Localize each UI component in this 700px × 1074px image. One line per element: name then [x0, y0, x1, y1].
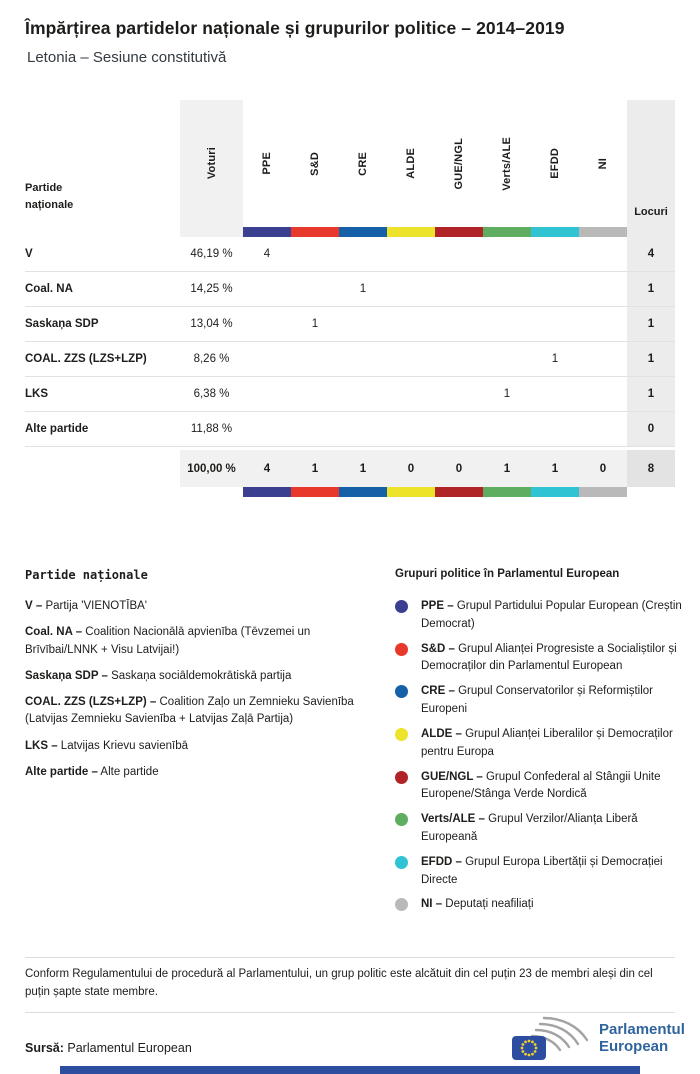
group-color-bars-bottom [25, 487, 675, 497]
party-desc: Partija 'VIENOTĪBA' [45, 600, 147, 612]
total-seat-cell: 1 [339, 450, 387, 487]
group-desc: Grupul Europa Libertății și Democrației Directe [421, 855, 663, 886]
col-header-seats [627, 100, 675, 227]
group-abbr: GUE/NGL – [421, 770, 483, 783]
seat-cell [339, 342, 387, 376]
page-title: Împărțirea partidelor naționale și grupurilor politice – 2014–2019 [25, 18, 565, 38]
group-header-label: S&D [309, 151, 321, 176]
party-abbr: Alte partide – [25, 765, 98, 778]
col-header-parties [25, 100, 180, 227]
seat-cell [387, 307, 435, 341]
total-seats-cell: 1 [627, 377, 675, 411]
seat-cell [339, 377, 387, 411]
group-desc: Grupul Conservatorilor și Reformiștilor Europeni [421, 685, 653, 716]
total-seat-cell: 1 [531, 450, 579, 487]
group-color-dot [395, 600, 408, 613]
seats-header-label: Locuri [634, 206, 668, 218]
group-desc: Grupul Alianței Progresiste a Socialiștilor și Democraților din Parlamentul European [421, 642, 677, 673]
col-header-votes [180, 100, 243, 227]
group-color-dot [395, 685, 408, 698]
table-row [25, 342, 675, 377]
ep-logo-text-line1: Parlamentul [599, 1020, 685, 1038]
col-header-ni [579, 100, 627, 227]
color-bar-sd [291, 227, 339, 237]
seat-cell [291, 342, 339, 376]
seat-cell [531, 237, 579, 271]
color-bar-guengl [435, 227, 483, 237]
color-bar-cre [339, 227, 387, 237]
total-seat-cell: 1 [483, 450, 531, 487]
group-desc: Deputați neafiliați [445, 898, 534, 911]
legend-group-item [395, 769, 682, 805]
total-seat-cell: 1 [291, 450, 339, 487]
legend-national-parties [25, 568, 360, 790]
group-header-label: NI [597, 157, 609, 170]
source-label: Sursă: [25, 1041, 64, 1055]
seat-cell [579, 307, 627, 341]
seat-cell [579, 342, 627, 376]
col-header-efdd [531, 100, 579, 227]
table-row [25, 272, 675, 307]
color-bar-ni [579, 227, 627, 237]
group-abbr: S&D – [421, 642, 455, 655]
group-text [421, 811, 682, 847]
color-bar-ppe [243, 487, 291, 497]
table-header [25, 100, 675, 227]
party-abbr: Coal. NA – [25, 626, 83, 639]
seat-cell [531, 307, 579, 341]
seat-cell [387, 237, 435, 271]
group-desc: Grupul Alianței Liberalilor și Democraților pentru Europa [421, 727, 673, 758]
legend-party-item [25, 624, 360, 659]
seat-cell [579, 237, 627, 271]
group-color-dot [395, 728, 408, 741]
seat-cell: 1 [311, 318, 319, 330]
legend-group-item [395, 683, 682, 719]
seats-col-fill [627, 227, 675, 237]
legend-party-item [25, 694, 360, 729]
footer-note: Conform Regulamentului de procedură al Parlamentului, un grup politic este alcătuit din cel puțin 23 de membri aleși din cel puțin șapte state membre. [25, 968, 653, 998]
group-text [421, 854, 682, 890]
seat-cell [435, 237, 483, 271]
votes-cell: 13,04 % [190, 318, 233, 330]
color-bar-sd [291, 487, 339, 497]
legend-group-item [395, 641, 682, 677]
seat-cell [243, 377, 291, 411]
legend-group-item [395, 598, 682, 634]
votes-cell: 11,88 % [190, 423, 233, 435]
group-text [421, 598, 682, 634]
party-name-cell: LKS [25, 388, 48, 400]
total-seat-cell: 0 [387, 450, 435, 487]
seat-cell [339, 307, 387, 341]
party-desc: Coalition Zaļo un Zemnieku Savienība (Latvijas Zemnieku Savienība + Latvijas Zaļā Partija) [25, 696, 354, 726]
seat-cell [579, 272, 627, 306]
seat-cell [483, 342, 531, 376]
group-color-dot [395, 856, 408, 869]
seat-cell [435, 342, 483, 376]
total-seat-cell: 0 [579, 450, 627, 487]
seat-cell [579, 377, 627, 411]
spacer [25, 227, 180, 237]
total-votes-cell: 100,00 % [180, 450, 243, 487]
ep-logo-text-line2: European [599, 1038, 669, 1055]
grand-total-seats-cell: 8 [627, 450, 675, 487]
color-bar-efdd [531, 487, 579, 497]
group-abbr: PPE – [421, 600, 454, 612]
seats-table [25, 100, 675, 497]
group-abbr: CRE – [421, 685, 455, 698]
legend-group-item [395, 811, 682, 847]
party-name-cell: V [25, 248, 33, 260]
party-abbr: Saskaņa SDP – [25, 669, 108, 682]
col-header-parties-line2: naționale [25, 199, 74, 212]
party-desc: Saskaņa sociāldemokrātiskā partija [111, 669, 292, 682]
votes-cell: 8,26 % [193, 353, 230, 365]
color-bar-cre [339, 487, 387, 497]
col-header-alde [387, 100, 435, 227]
col-header-guengl [435, 100, 483, 227]
group-text [421, 683, 682, 719]
group-color-bars-top [25, 227, 675, 237]
total-seats-cell: 1 [627, 272, 675, 306]
color-bar-ppe [243, 227, 291, 237]
spacer [627, 487, 675, 497]
group-color-dot [395, 898, 408, 911]
party-name-cell: COAL. ZZS (LZS+LZP) [25, 353, 147, 365]
seat-cell [531, 272, 579, 306]
col-header-vertsale [483, 100, 531, 227]
total-seats-cell: 1 [627, 307, 675, 341]
party-desc: Coalition Nacionālā apvienība (Tēvzemei un Brīvībai/LNNK + Visu Latvijai!) [25, 626, 311, 656]
color-bar-efdd [531, 227, 579, 237]
group-abbr: NI – [421, 898, 443, 911]
seat-cell [483, 237, 531, 271]
color-bar-guengl [435, 487, 483, 497]
group-header-label: ALDE [405, 148, 417, 179]
table-row [25, 412, 675, 447]
votes-col-fill [180, 227, 243, 237]
group-desc: Grupul Confederal al Stângii Unite Europene/Stânga Verde Nordică [421, 770, 661, 801]
legend-groups-title: Grupuri politice în Parlamentul European [395, 568, 620, 580]
group-abbr: ALDE – [421, 727, 462, 740]
seat-cell [483, 412, 531, 446]
color-bar-alde [387, 487, 435, 497]
seat-cell [435, 377, 483, 411]
table-row [25, 307, 675, 342]
divider-top [25, 957, 675, 958]
legend-group-item [395, 896, 682, 914]
legend-party-item [25, 738, 360, 755]
group-desc: Grupul Verzilor/Alianța Liberă Europeană [421, 813, 638, 843]
seat-cell [387, 412, 435, 446]
votes-cell: 46,19 % [190, 248, 233, 260]
legend-party-item [25, 598, 360, 615]
seat-cell [483, 307, 531, 341]
legend-party-item [25, 668, 360, 685]
group-abbr: Verts/ALE – [421, 813, 485, 826]
page-subtitle: Letonia – Sesiune constitutivă [27, 49, 227, 66]
legend-party-item [25, 764, 360, 781]
party-name-cell: Coal. NA [25, 283, 73, 295]
group-header-label: CRE [357, 151, 369, 176]
total-label-cell [25, 450, 180, 487]
col-header-parties-line1: Partide [25, 181, 63, 194]
total-seats-cell: 1 [627, 342, 675, 376]
seat-cell [435, 412, 483, 446]
seat-cell [339, 412, 387, 446]
seat-cell: 1 [551, 353, 559, 365]
source-line [25, 1041, 192, 1055]
party-name-cell: Saskaņa SDP [25, 318, 99, 330]
seat-cell [291, 237, 339, 271]
seat-cell [483, 272, 531, 306]
ep-logo-mark [510, 1014, 590, 1062]
color-bar-ni [579, 487, 627, 497]
ep-logo [510, 1014, 685, 1062]
col-header-sd [291, 100, 339, 227]
seat-cell [435, 307, 483, 341]
group-text [421, 769, 682, 805]
seat-cell: 4 [263, 248, 271, 260]
color-bar-vertsale [483, 487, 531, 497]
votes-cell: 6,38 % [193, 388, 230, 400]
group-header-label: PPE [261, 152, 273, 175]
legend-group-item [395, 854, 682, 890]
group-color-dot [395, 771, 408, 784]
seat-cell [243, 272, 291, 306]
seat-cell [339, 237, 387, 271]
group-abbr: EFDD – [421, 855, 462, 868]
divider-bottom [25, 1012, 675, 1013]
col-header-cre [339, 100, 387, 227]
seat-cell [435, 272, 483, 306]
bottom-blue-bar [60, 1066, 640, 1074]
seat-cell [291, 412, 339, 446]
seat-cell: 1 [503, 388, 511, 400]
legend-political-groups [395, 568, 682, 921]
group-color-dot [395, 643, 408, 656]
legend-parties-title: Partide naționale [25, 568, 148, 582]
party-desc: Latvijas Krievu savienībā [60, 739, 189, 752]
group-text [421, 726, 682, 762]
total-seats-cell: 4 [627, 237, 675, 271]
source-value: Parlamentul European [67, 1041, 192, 1055]
ep-logo-text [599, 1021, 685, 1056]
votes-header-label: Voturi [205, 147, 218, 180]
votes-cell: 14,25 % [190, 283, 233, 295]
seat-cell [291, 377, 339, 411]
seat-cell [387, 342, 435, 376]
spacer [25, 487, 180, 497]
col-header-ppe [243, 100, 291, 227]
seat-cell [243, 412, 291, 446]
seat-cell [579, 412, 627, 446]
group-desc: Grupul Partidului Popular European (Creștin Democrat) [421, 600, 682, 630]
seat-cell [531, 377, 579, 411]
seat-cell: 1 [359, 283, 367, 295]
seat-cell [243, 342, 291, 376]
table-row [25, 237, 675, 272]
group-color-dot [395, 813, 408, 826]
table-row [25, 377, 675, 412]
party-abbr: V – [25, 600, 43, 612]
seat-cell [531, 412, 579, 446]
legend-group-item [395, 726, 682, 762]
total-seat-cell: 4 [243, 450, 291, 487]
color-bar-alde [387, 227, 435, 237]
group-header-label: EFDD [549, 148, 561, 179]
table-total-row [25, 450, 675, 487]
party-desc: Alte partide [100, 765, 159, 778]
total-seat-cell: 0 [435, 450, 483, 487]
party-abbr: COAL. ZZS (LZS+LZP) – [25, 696, 157, 708]
group-text [421, 896, 534, 914]
seat-cell [243, 307, 291, 341]
group-header-label: Verts/ALE [501, 136, 513, 191]
seat-cell [387, 377, 435, 411]
group-text [421, 641, 682, 677]
party-abbr: LKS – [25, 739, 58, 752]
party-name-cell: Alte partide [25, 423, 89, 435]
total-seats-cell: 0 [627, 412, 675, 446]
seat-cell [291, 272, 339, 306]
spacer [180, 487, 243, 497]
group-header-label: GUE/NGL [453, 137, 465, 190]
color-bar-vertsale [483, 227, 531, 237]
seat-cell [387, 272, 435, 306]
eu-flag [512, 1036, 546, 1060]
